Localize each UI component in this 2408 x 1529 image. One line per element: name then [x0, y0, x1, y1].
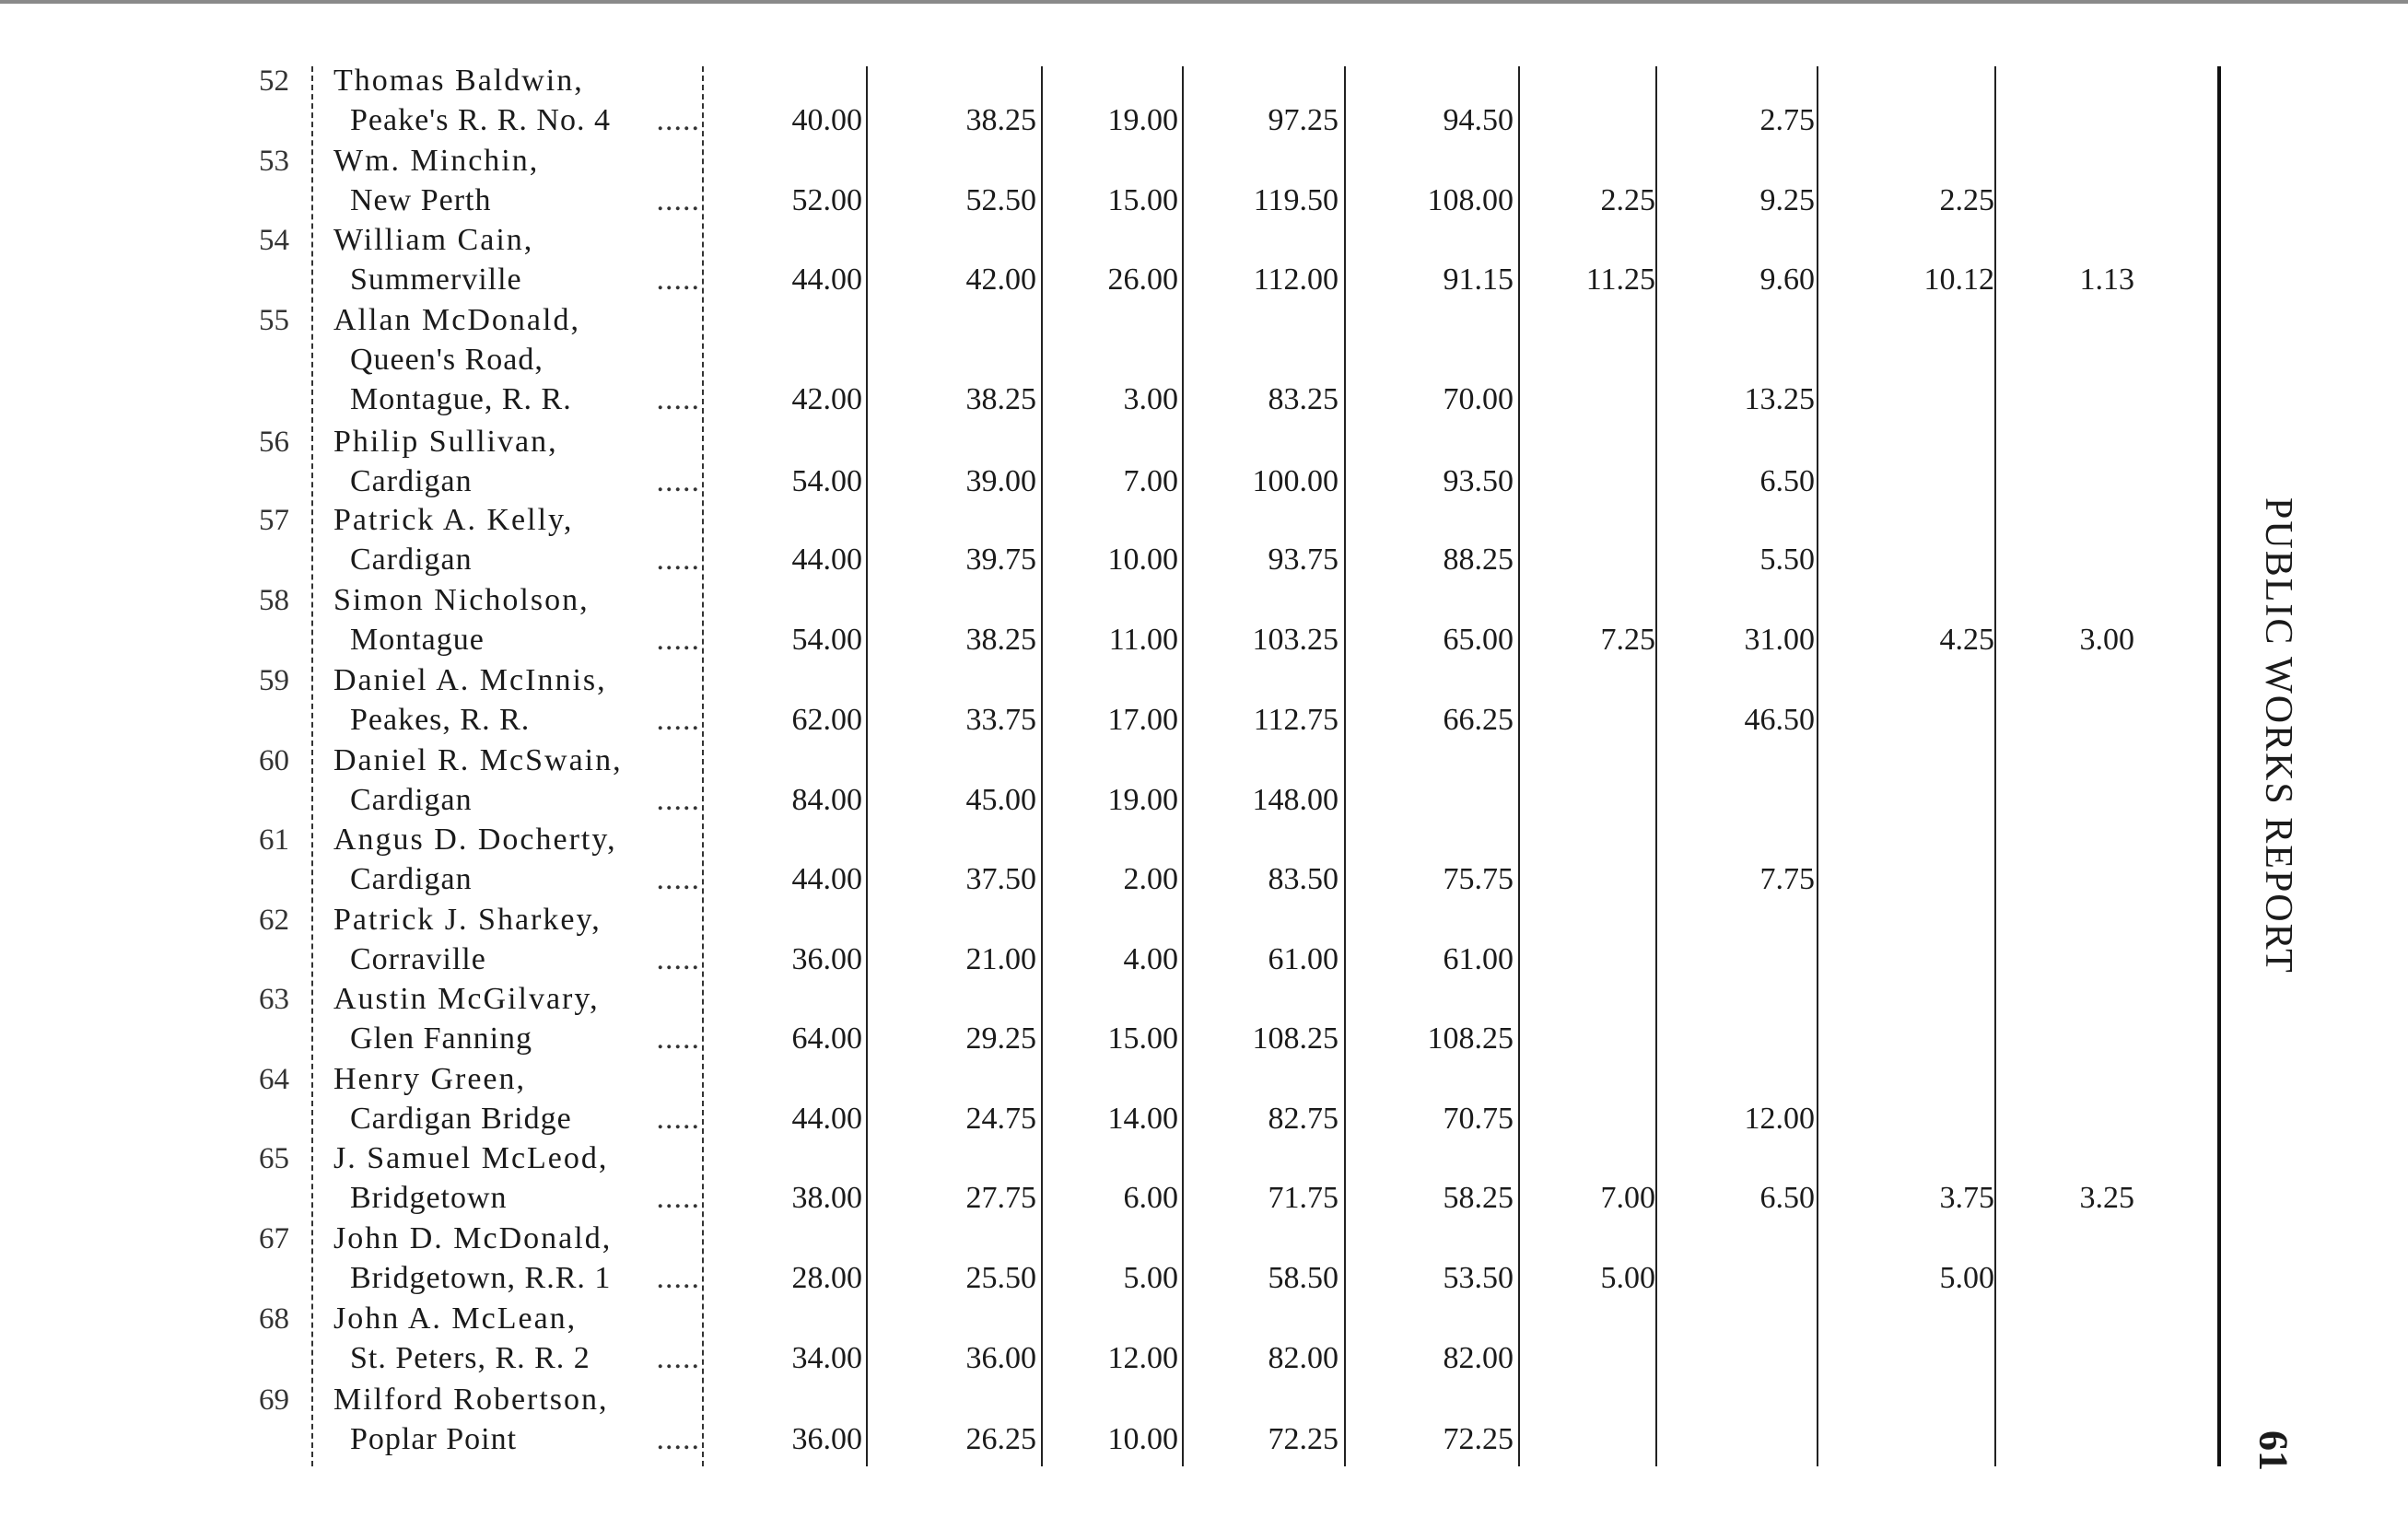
- amount-cell: 93.75: [1268, 543, 1338, 577]
- amount-cell: 72.25: [1443, 1422, 1514, 1456]
- amount-cell: 44.00: [791, 862, 862, 896]
- leader-dots: .....: [656, 543, 700, 577]
- payee-name: Wm. Minchin,: [333, 144, 540, 178]
- leader-dots: .....: [656, 942, 700, 976]
- column-rule: [866, 66, 868, 1466]
- payee-name: Austin McGilvary,: [333, 982, 600, 1016]
- leader-dots: .....: [656, 464, 700, 498]
- amount-cell: 44.00: [791, 543, 862, 577]
- amount-cell: 45.00: [965, 783, 1036, 817]
- amount-cell: 17.00: [1107, 703, 1178, 737]
- amount-cell: 27.75: [965, 1181, 1036, 1215]
- amount-cell: 9.60: [1759, 263, 1815, 297]
- line-number: 58: [259, 584, 289, 617]
- payee-name: Thomas Baldwin,: [333, 64, 584, 98]
- payee-address: Cardigan: [350, 543, 473, 577]
- payee-address: Bridgetown: [350, 1181, 508, 1215]
- amount-cell: 38.25: [965, 382, 1036, 416]
- leader-dots: .....: [656, 1181, 700, 1215]
- amount-cell: 38.00: [791, 1181, 862, 1215]
- amount-cell: 91.15: [1443, 263, 1514, 297]
- amount-cell: 1.13: [2079, 263, 2134, 297]
- payee-name: Angus D. Docherty,: [333, 823, 617, 857]
- leader-dots: .....: [656, 1021, 700, 1056]
- payee-address: Bridgetown, R.R. 1: [350, 1261, 612, 1295]
- payee-address: Peakes, R. R.: [350, 703, 531, 737]
- payee-name: J. Samuel McLeod,: [333, 1141, 609, 1175]
- amount-cell: 19.00: [1107, 783, 1178, 817]
- amount-cell: 5.00: [1939, 1261, 1994, 1295]
- amount-cell: 42.00: [965, 263, 1036, 297]
- amount-cell: 10.00: [1107, 1422, 1178, 1456]
- payee-name: Simon Nicholson,: [333, 583, 590, 617]
- amount-cell: 72.25: [1268, 1422, 1338, 1456]
- amount-cell: 97.25: [1268, 103, 1338, 137]
- amount-cell: 38.25: [965, 623, 1036, 657]
- amount-cell: 83.25: [1268, 382, 1338, 416]
- amount-cell: 3.00: [1123, 382, 1178, 416]
- amount-cell: 58.25: [1443, 1181, 1514, 1215]
- payee-address: St. Peters, R. R. 2: [350, 1341, 590, 1375]
- line-number: 68: [259, 1302, 289, 1336]
- amount-cell: 112.75: [1253, 703, 1338, 737]
- line-number: 57: [259, 504, 289, 537]
- amount-cell: 93.50: [1443, 464, 1514, 498]
- amount-cell: 61.00: [1443, 942, 1514, 976]
- line-number: 62: [259, 904, 289, 937]
- amount-cell: 5.00: [1600, 1261, 1655, 1295]
- leader-dots: .....: [656, 183, 700, 217]
- amount-cell: 7.75: [1759, 862, 1815, 896]
- payee-name: Daniel R. McSwain,: [333, 743, 623, 777]
- amount-cell: 2.25: [1600, 183, 1655, 217]
- line-number: 63: [259, 983, 289, 1016]
- amount-cell: 7.00: [1600, 1181, 1655, 1215]
- amount-cell: 7.25: [1600, 623, 1655, 657]
- column-rule: [1817, 66, 1818, 1466]
- amount-cell: 58.50: [1268, 1261, 1338, 1295]
- amount-cell: 54.00: [791, 623, 862, 657]
- payee-address: New Perth: [350, 183, 492, 217]
- amount-cell: 2.00: [1123, 862, 1178, 896]
- line-number: 69: [259, 1383, 289, 1417]
- payee-name: Henry Green,: [333, 1062, 527, 1096]
- amount-cell: 88.25: [1443, 543, 1514, 577]
- payee-address: Montague, R. R.: [350, 382, 572, 416]
- amount-cell: 21.00: [965, 942, 1036, 976]
- amount-cell: 83.50: [1268, 862, 1338, 896]
- amount-cell: 61.00: [1268, 942, 1338, 976]
- amount-cell: 71.75: [1268, 1181, 1338, 1215]
- amount-cell: 64.00: [791, 1021, 862, 1056]
- leader-dots: .....: [656, 1341, 700, 1375]
- amount-cell: 75.75: [1443, 862, 1514, 896]
- amount-cell: 84.00: [791, 783, 862, 817]
- amount-cell: 70.75: [1443, 1102, 1514, 1136]
- amount-cell: 7.00: [1123, 464, 1178, 498]
- amount-cell: 33.75: [965, 703, 1036, 737]
- amount-cell: 6.50: [1759, 1181, 1815, 1215]
- line-number: 55: [259, 304, 289, 337]
- line-number: 52: [259, 64, 289, 98]
- line-number: 59: [259, 664, 289, 697]
- payee-name: Daniel A. McInnis,: [333, 663, 607, 697]
- column-rule: [1182, 66, 1184, 1466]
- payee-address: Cardigan Bridge: [350, 1102, 572, 1136]
- amount-cell: 14.00: [1107, 1102, 1178, 1136]
- leader-dots: .....: [656, 1102, 700, 1136]
- payee-name: William Cain,: [333, 223, 534, 257]
- amount-cell: 62.00: [791, 703, 862, 737]
- line-number: 54: [259, 224, 289, 257]
- payee-address: Cardigan: [350, 783, 473, 817]
- payee-name: Allan McDonald,: [333, 303, 580, 337]
- line-number: 56: [259, 426, 289, 459]
- amount-cell: 28.00: [791, 1261, 862, 1295]
- amount-cell: 108.25: [1252, 1021, 1338, 1056]
- payee-name: Patrick J. Sharkey,: [333, 903, 602, 937]
- line-number: 67: [259, 1222, 289, 1255]
- amount-cell: 37.50: [965, 862, 1036, 896]
- scan-edge: [0, 0, 2408, 4]
- amount-cell: 36.00: [791, 942, 862, 976]
- amount-cell: 44.00: [791, 1102, 862, 1136]
- column-rule: [1655, 66, 1657, 1466]
- amount-cell: 36.00: [965, 1341, 1036, 1375]
- amount-cell: 148.00: [1252, 783, 1338, 817]
- amount-cell: 40.00: [791, 103, 862, 137]
- amount-cell: 6.50: [1759, 464, 1815, 498]
- amount-cell: 12.00: [1107, 1341, 1178, 1375]
- payee-address: Peake's R. R. No. 4: [350, 103, 611, 137]
- amount-cell: 94.50: [1443, 103, 1514, 137]
- amount-cell: 4.25: [1939, 623, 1994, 657]
- amount-cell: 65.00: [1443, 623, 1514, 657]
- amount-cell: 66.25: [1443, 703, 1514, 737]
- amount-cell: 19.00: [1107, 103, 1178, 137]
- amount-cell: 5.50: [1759, 543, 1815, 577]
- line-number: 65: [259, 1142, 289, 1175]
- column-rule: [311, 66, 313, 1466]
- column-rule: [702, 66, 704, 1466]
- amount-cell: 108.25: [1427, 1021, 1514, 1056]
- amount-cell: 52.00: [791, 183, 862, 217]
- amount-cell: 11.00: [1108, 623, 1178, 657]
- payee-address: Queen's Road,: [350, 343, 544, 377]
- amount-cell: 26.00: [1107, 263, 1178, 297]
- amount-cell: 82.00: [1443, 1341, 1514, 1375]
- amount-cell: 103.25: [1252, 623, 1338, 657]
- line-number: 64: [259, 1063, 289, 1096]
- amount-cell: 2.25: [1939, 183, 1994, 217]
- amount-cell: 38.25: [965, 103, 1036, 137]
- amount-cell: 12.00: [1744, 1102, 1815, 1136]
- amount-cell: 26.25: [965, 1422, 1036, 1456]
- payee-address: Montague: [350, 623, 485, 657]
- amount-cell: 82.75: [1268, 1102, 1338, 1136]
- column-rule: [1344, 66, 1346, 1466]
- payee-name: Philip Sullivan,: [333, 425, 558, 459]
- amount-cell: 54.00: [791, 464, 862, 498]
- amount-cell: 44.00: [791, 263, 862, 297]
- amount-cell: 3.75: [1939, 1181, 1994, 1215]
- leader-dots: .....: [656, 703, 700, 737]
- amount-cell: 6.00: [1123, 1181, 1178, 1215]
- amount-cell: 15.00: [1107, 183, 1178, 217]
- leader-dots: .....: [656, 1422, 700, 1456]
- payee-address: Cardigan: [350, 464, 473, 498]
- leader-dots: .....: [656, 382, 700, 416]
- line-number: 61: [259, 823, 289, 857]
- amount-cell: 52.50: [965, 183, 1036, 217]
- line-number: 53: [259, 145, 289, 178]
- amount-cell: 3.25: [2079, 1181, 2134, 1215]
- leader-dots: .....: [656, 263, 700, 297]
- leader-dots: .....: [656, 783, 700, 817]
- amount-cell: 5.00: [1123, 1261, 1178, 1295]
- amount-cell: 112.00: [1253, 263, 1338, 297]
- amount-cell: 15.00: [1107, 1021, 1178, 1056]
- running-title: PUBLIC WORKS REPORT: [2257, 497, 2299, 975]
- payee-name: John A. McLean,: [333, 1301, 578, 1336]
- amount-cell: 46.50: [1744, 703, 1815, 737]
- amount-cell: 4.00: [1123, 942, 1178, 976]
- leader-dots: .....: [656, 1261, 700, 1295]
- amount-cell: 70.00: [1443, 382, 1514, 416]
- leader-dots: .....: [656, 103, 700, 137]
- amount-cell: 39.00: [965, 464, 1036, 498]
- page-number: 61: [2250, 1430, 2297, 1471]
- payee-name: John D. McDonald,: [333, 1221, 613, 1255]
- amount-cell: 100.00: [1252, 464, 1338, 498]
- payee-name: Milford Robertson,: [333, 1383, 609, 1417]
- amount-cell: 25.50: [965, 1261, 1036, 1295]
- amount-cell: 108.00: [1427, 183, 1514, 217]
- amount-cell: 3.00: [2079, 623, 2134, 657]
- payee-address: Cardigan: [350, 862, 473, 896]
- payee-name: Patrick A. Kelly,: [333, 503, 574, 537]
- amount-cell: 119.50: [1253, 183, 1338, 217]
- amount-cell: 42.00: [791, 382, 862, 416]
- payee-address: Summerville: [350, 263, 522, 297]
- amount-cell: 10.12: [1923, 263, 1994, 297]
- leader-dots: .....: [656, 862, 700, 896]
- payee-address: Glen Fanning: [350, 1021, 533, 1056]
- amount-cell: 10.00: [1107, 543, 1178, 577]
- amount-cell: 82.00: [1268, 1341, 1338, 1375]
- amount-cell: 9.25: [1759, 183, 1815, 217]
- amount-cell: 36.00: [791, 1422, 862, 1456]
- heavy-rule: [2217, 66, 2221, 1466]
- amount-cell: 11.25: [1585, 263, 1655, 297]
- amount-cell: 2.75: [1759, 103, 1815, 137]
- amount-cell: 53.50: [1443, 1261, 1514, 1295]
- payee-address: Poplar Point: [350, 1422, 518, 1456]
- amount-cell: 29.25: [965, 1021, 1036, 1056]
- amount-cell: 24.75: [965, 1102, 1036, 1136]
- amount-cell: 34.00: [791, 1341, 862, 1375]
- leader-dots: .....: [656, 623, 700, 657]
- payee-address: Corraville: [350, 942, 486, 976]
- amount-cell: 31.00: [1744, 623, 1815, 657]
- amount-cell: 13.25: [1744, 382, 1815, 416]
- line-number: 60: [259, 744, 289, 777]
- amount-cell: 39.75: [965, 543, 1036, 577]
